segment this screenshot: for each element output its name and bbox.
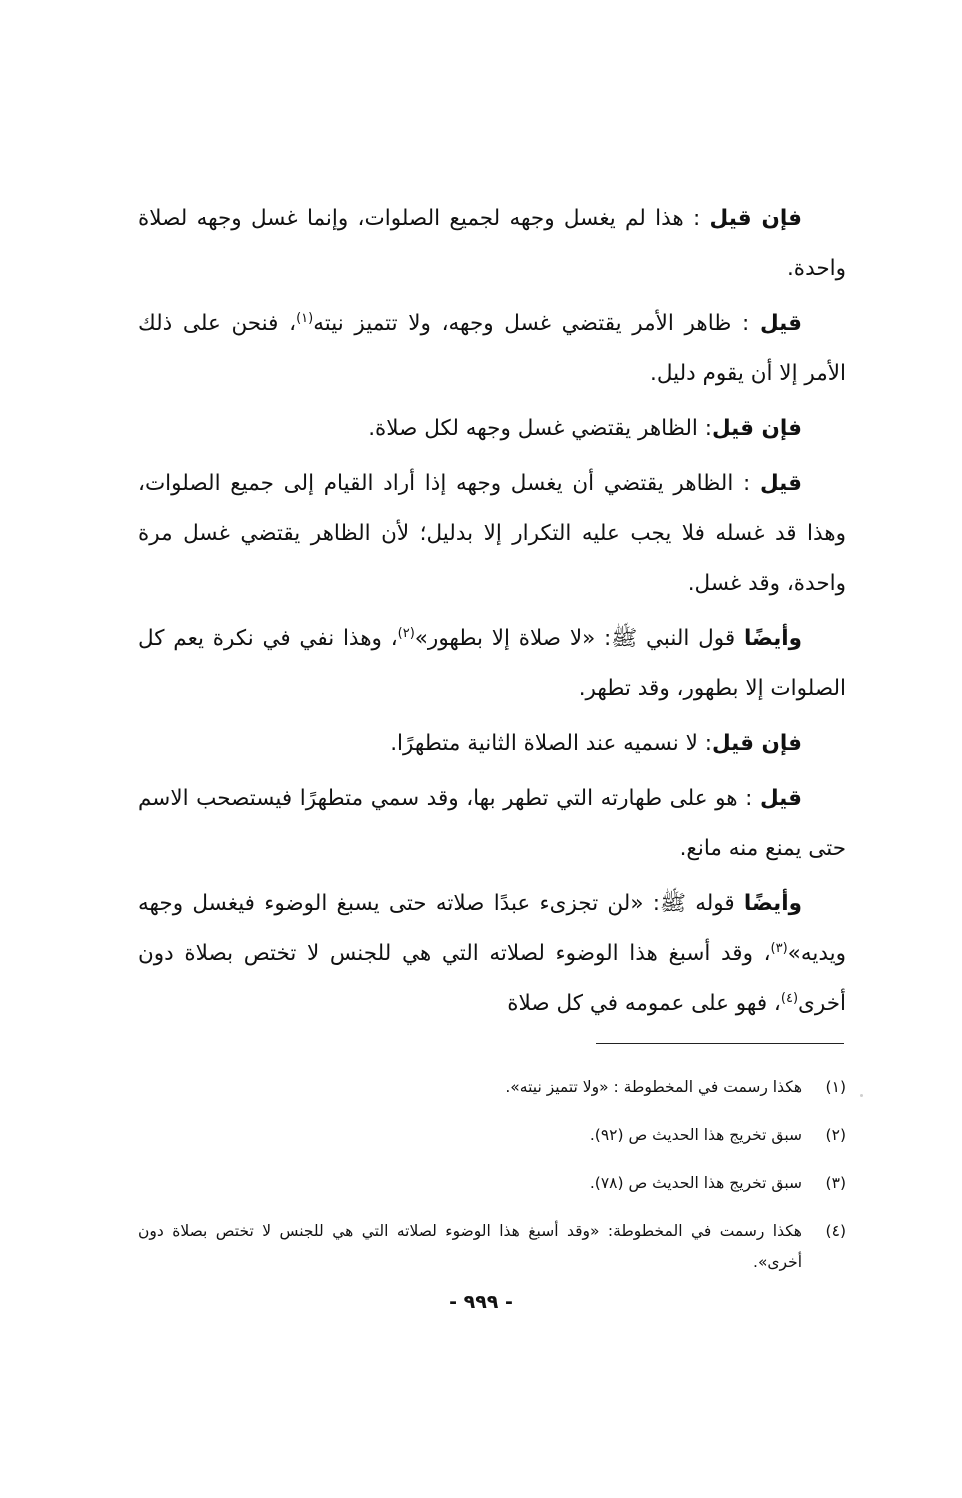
paragraph-text: : ظاهر الأمر يقتضي غسل وجهه، ولا تتميز نيته [313, 311, 760, 336]
paragraph-text-continued: ، وهذا نفي في نكرة يعم كل الصلوات إلا بطهور، وقد تطهر. [138, 626, 846, 701]
paragraph-lead: قيل [759, 471, 802, 496]
footnote-reference[interactable]: (١) [296, 310, 314, 326]
paragraph-text: قوله ﷺ: «لن تجزىء عبدًا صلاته حتى يسبغ الوضوء فيغسل وجهه ويديه» [138, 891, 846, 966]
footnote [138, 1120, 846, 1151]
footnote [138, 1072, 846, 1103]
footnote-reference[interactable]: (٢) [397, 625, 415, 641]
footnote-text: هكذا رسمت في المخطوطة: «وقد أسبغ هذا الوضوء لصلاته التي هي للجنس لا تختص بصلاة دون أخرى». [138, 1222, 802, 1271]
footnote-number: (١) [825, 1078, 846, 1096]
paragraph [138, 459, 846, 609]
footnote [138, 1168, 846, 1199]
paragraph-lead: فإن قيل [711, 416, 802, 441]
main-text [138, 194, 846, 1034]
paragraph-lead: فإن قيل [709, 206, 802, 231]
footnote-number: (٣) [825, 1174, 846, 1192]
paragraph [138, 614, 846, 714]
footnote-text: هكذا رسمت في المخطوطة : «ولا تتميز نيته». [505, 1078, 802, 1096]
paragraph-text: : الظاهر يقتضي غسل وجهه لكل صلاة. [368, 416, 712, 441]
scan-speck [860, 1094, 863, 1097]
footnote-number: (٢) [825, 1126, 846, 1144]
paragraph-lead: وأيضًا [743, 626, 803, 651]
footnote-text: سبق تخريج هذا الحديث ص (٧٨). [589, 1174, 802, 1192]
paragraph-text: : الظاهر يقتضي أن يغسل وجهه إذا أراد القيام إلى جميع الصلوات، وهذا قد غسله فلا يجب عليه التكرار إلا بدليل؛ لأن الظاهر يقتضي غسل مرة واحدة، وقد غسل. [138, 471, 846, 596]
paragraph-lead: وأيضًا [743, 891, 802, 916]
footnote-text: سبق تخريج هذا الحديث ص (٩٢). [589, 1126, 802, 1144]
paragraph-text: : هذا لم يغسل وجهه لجميع الصلوات، وإنما غسل وجهه لصلاة واحدة. [138, 206, 846, 281]
paragraph [138, 879, 846, 1029]
paragraph-lead: فإن قيل [711, 731, 802, 756]
footnote [138, 1216, 846, 1278]
paragraph [138, 194, 846, 294]
paragraph-text-continued: ، فهو على عمومه في كل صلاة [507, 991, 781, 1016]
paragraph-lead: قيل [759, 311, 802, 336]
paragraph-text: : لا نسميه عند الصلاة الثانية متطهرًا. [390, 731, 712, 756]
paragraph [138, 719, 846, 769]
footnote-reference[interactable]: (٣) [770, 940, 788, 956]
footnotes [138, 1072, 846, 1295]
paragraph-lead: قيل [759, 786, 802, 811]
footnote-reference[interactable]: (٤) [780, 990, 799, 1006]
footnote-number: (٤) [825, 1222, 846, 1240]
paragraph-text-continued: ، فنحن على ذلك الأمر إلا أن يقوم دليل. [138, 311, 846, 386]
paragraph-text: : هو على طهارته التي تطهر بها، وقد سمي متطهرًا فيستصحب الاسم حتى يمنع منه مانع. [138, 786, 846, 861]
page-number: - ٩٩٩ - [449, 1291, 513, 1313]
footnote-separator [596, 1043, 844, 1044]
paragraph [138, 774, 846, 874]
paragraph-text-continued: ، وقد أسبغ هذا الوضوء لصلاته التي هي للجنس لا تختص بصلاة دون أخرى [138, 941, 846, 1016]
paragraph [138, 404, 846, 454]
paragraph [138, 299, 846, 399]
paragraph-text: قول النبي ﷺ: «لا صلاة إلا بطهور» [414, 626, 744, 651]
